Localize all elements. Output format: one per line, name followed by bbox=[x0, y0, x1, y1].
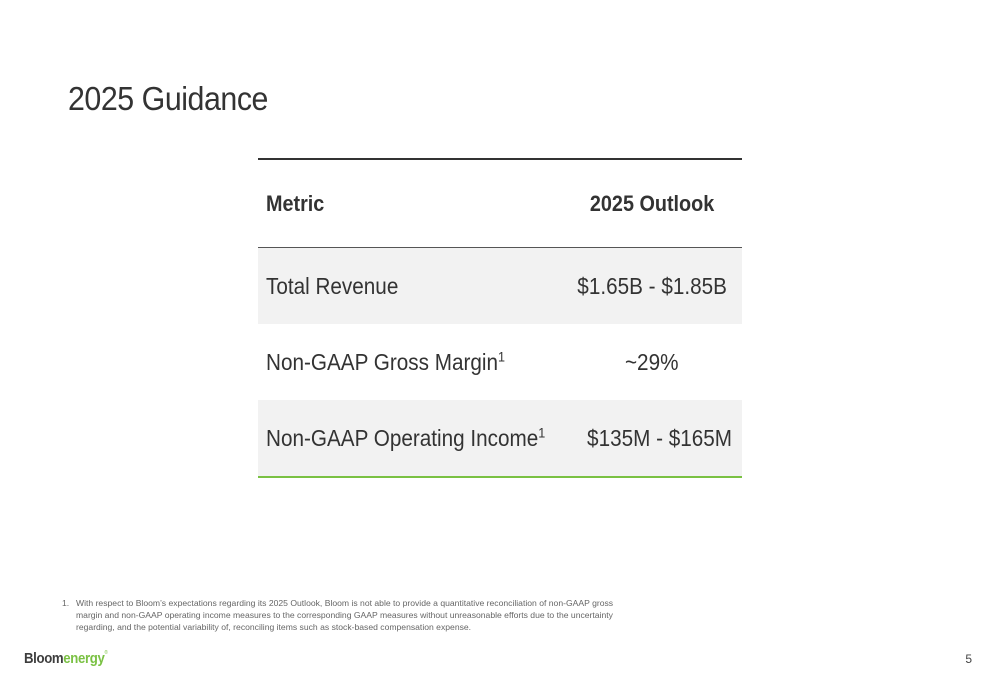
footnote-marker: 1 bbox=[538, 423, 546, 440]
header-metric: Metric bbox=[266, 190, 325, 216]
logo-registered-mark: ® bbox=[104, 650, 108, 656]
outlook-value: ~29% bbox=[625, 348, 679, 375]
metric-cell bbox=[266, 273, 398, 300]
table-header-row bbox=[258, 160, 742, 248]
table-row bbox=[258, 248, 742, 324]
table-row bbox=[258, 324, 742, 400]
bloom-energy-logo bbox=[24, 650, 107, 667]
logo-energy-text: energy bbox=[63, 650, 105, 667]
footnote-number: 1. bbox=[62, 598, 70, 608]
metric-cell bbox=[266, 349, 505, 376]
footnote bbox=[62, 597, 622, 633]
metric-cell bbox=[266, 425, 545, 452]
metric-label: Non-GAAP Operating Income bbox=[266, 424, 539, 451]
table-bottom-rule bbox=[258, 476, 742, 478]
guidance-table bbox=[258, 158, 742, 478]
footnote-text: With respect to Bloom’s expectations regarding its 2025 Outlook, Bloom is not able to provide a quantitative reconciliation of non-GAAP gross margin and non-GAAP operating income measures to the corresponding GAAP measures without unreasonable efforts due to the uncertainty regarding, and the potential variability of, reconciling items such as stock-based compensation expense. bbox=[76, 598, 614, 632]
metric-label: Non-GAAP Gross Margin bbox=[266, 348, 499, 375]
outlook-value: $1.65B - $1.85B bbox=[577, 272, 727, 299]
page-number: 5 bbox=[965, 652, 972, 666]
page-title: 2025 Guidance bbox=[68, 80, 268, 117]
footnote-marker: 1 bbox=[498, 347, 506, 364]
metric-label: Total Revenue bbox=[266, 272, 399, 299]
table-row bbox=[258, 400, 742, 476]
header-outlook: 2025 Outlook bbox=[589, 190, 715, 216]
outlook-value: $135M - $165M bbox=[586, 424, 732, 451]
logo-bloom-text: Bloom bbox=[24, 650, 64, 667]
